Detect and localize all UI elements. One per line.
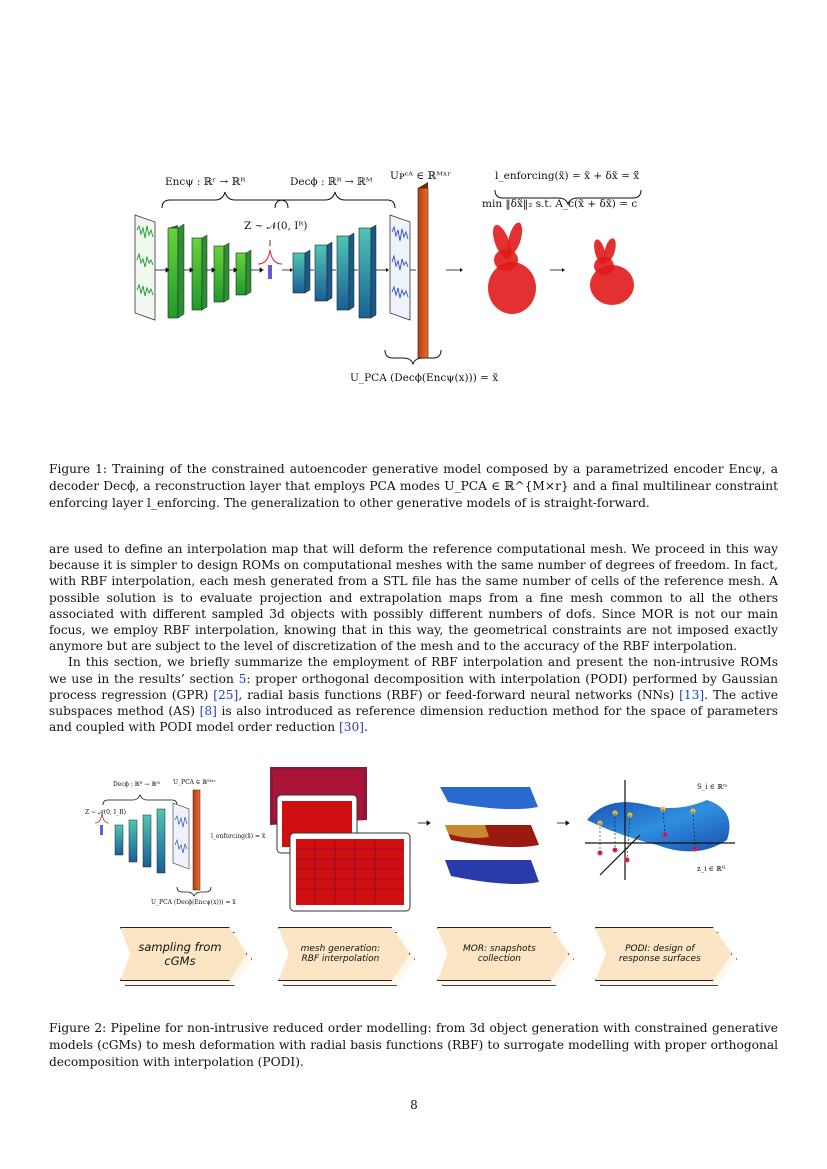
- stage-mor-label: MOR: snapshots collection: [463, 944, 536, 964]
- mesh-panels: [270, 767, 410, 911]
- figure-1-diagram: [110, 160, 650, 400]
- paragraph-2: [49, 654, 778, 735]
- reconstruction-label: U_PCA (Decϕ(Encψ(x))) = x̃: [350, 372, 499, 384]
- figure-2-caption-prefix: Figure 2:: [49, 1021, 107, 1035]
- constraint-label: min ‖δx̃‖₂ s.t. A_c(x̃ + δx̃) = c: [482, 198, 638, 210]
- figure-1-caption-text: Training of the constrained autoencoder generative model composed by a parametrized encoder Encψ, a decoder Decϕ, a reconstruction layer that employs PCA modes U_PCA ∈ ℝ^{M×r} and a final multilinear constraint enforcing layer l_enforcing. The generalization to other generative models of is straight-forward.: [49, 462, 779, 510]
- bunny-point-cloud: [488, 221, 536, 314]
- figure-2: [85, 765, 755, 985]
- paragraph-2-text-d: . The active subspaces method (AS): [49, 687, 779, 719]
- paragraph-2-text-c: , radial basis functions (RBF) or feed-forward neural networks (NNs): [238, 687, 680, 702]
- body-text: [49, 541, 778, 735]
- fig2-dec-label: Decϕ : ℝᴿ → ℝᴹ: [113, 781, 161, 788]
- figure-1: [110, 160, 650, 400]
- stage-sampling-label: sampling from cGMs: [138, 940, 222, 968]
- pca-layer: [418, 182, 463, 358]
- paragraph-2-text-f: .: [363, 720, 368, 735]
- paragraph-2-text-e: is also introduced as reference dimension reduction method for the space of parameters and coupled with PODI model order reduction: [49, 704, 778, 735]
- mini-decoder: [95, 790, 211, 896]
- fig2-z-label: z_i ∈ ℝᴿ: [697, 865, 726, 873]
- figure-2-caption-text: Pipeline for non-intrusive reduced order modelling: from 3d object generation with constrained generative models (cGMs) to mesh deformation with radial basis functions (RBF) to surrogate modelling with proper orthogonal decomposition with interpolation (PODI).: [49, 1021, 779, 1069]
- stage-podi: [595, 927, 730, 981]
- latent-label: Z ~ 𝒩(0, Iᴿ): [244, 220, 308, 232]
- paragraph-2-text-a: In this section, we briefly summarize the employment of RBF interpolation and present the non-intrusive ROMs we use in the results’ section: [49, 655, 778, 686]
- bunny-constrained: [590, 237, 634, 305]
- decoded-signal-panel: [390, 215, 416, 320]
- latent-gaussian: [258, 240, 282, 279]
- paragraph-2-text-b: : proper orthogonal decomposition with interpolation (PODI) performed by Gaussian process regression (GPR): [49, 671, 778, 702]
- ref-25[interactable]: [25]: [213, 687, 239, 702]
- input-signal-panel: [135, 215, 155, 320]
- encoder-label: Encψ : ℝʳ → ℝᴿ: [165, 176, 246, 188]
- ship-hull-snapshots: [440, 787, 539, 884]
- encoder-blocks: [168, 224, 251, 318]
- figure-2-arrows: [418, 821, 569, 825]
- decoder-blocks: [282, 225, 389, 318]
- ref-8[interactable]: [8]: [199, 704, 217, 719]
- stage-mor: [437, 927, 567, 981]
- upca-label: Uᴘᶜᴬ ∈ ℝᴹˣʳ: [390, 170, 452, 182]
- fig2-reconstruction-label: U_PCA (Decϕ(Encψ(x))) = x̃: [151, 899, 236, 906]
- stage-sampling: [120, 927, 245, 981]
- figure-1-caption: [49, 461, 778, 512]
- decoder-label: Decϕ : ℝᴿ → ℝᴹ: [290, 176, 373, 188]
- fig2-enforcing-label: l_enforcing(x̃) = x̃: [211, 833, 266, 840]
- ref-30[interactable]: [30]: [338, 720, 364, 735]
- decoder-brace: [275, 192, 395, 208]
- ref-13[interactable]: [13]: [679, 687, 705, 702]
- fig2-surface-label: S_i ∈ ℝᵐ: [697, 783, 728, 791]
- stage-podi-label: PODI: design of response surfaces: [618, 944, 701, 964]
- reconstruction-brace: [385, 350, 441, 364]
- ref-section-5[interactable]: 5: [238, 671, 247, 686]
- fig2-upca-label: U_PCA ∈ ℝᴹˣʳ: [173, 779, 216, 786]
- fig2-latent-label: Z ~ 𝒩(0, I_R): [85, 809, 126, 816]
- enforcing-label: l_enforcing(x̃) = x̃ + δx̃ = x̃̃: [495, 170, 640, 182]
- figure-1-caption-prefix: Figure 1:: [49, 462, 107, 476]
- page-number: 8: [410, 1098, 418, 1112]
- encoder-brace: [162, 192, 288, 208]
- stage-mesh-generation-label: mesh generation: RBF interpolation: [300, 944, 381, 964]
- stage-mesh-generation: [278, 927, 408, 981]
- figure-2-caption: [49, 1020, 778, 1071]
- paragraph-1: are used to define an interpolation map that will deform the reference computational mesh. We proceed in this way because it is simpler to design ROMs on computational meshes with the same number of degrees of freedom. In fact, with RBF interpolation, each mesh generated from a STL file has the same number of cells of the reference mesh. A possible solution is to evaluate projection and extrapolation maps from a fine mesh common to all the others associated with different sampled 3d objects with possibly different numbers of dofs. Since MOR is not our main focus, we employ RBF interpolation, knowing that in this way, the geometrical constraints are not imposed exactly anymore but are subject to the level of discretization of the mesh and to the accuracy of the RBF interpolation.: [49, 542, 778, 654]
